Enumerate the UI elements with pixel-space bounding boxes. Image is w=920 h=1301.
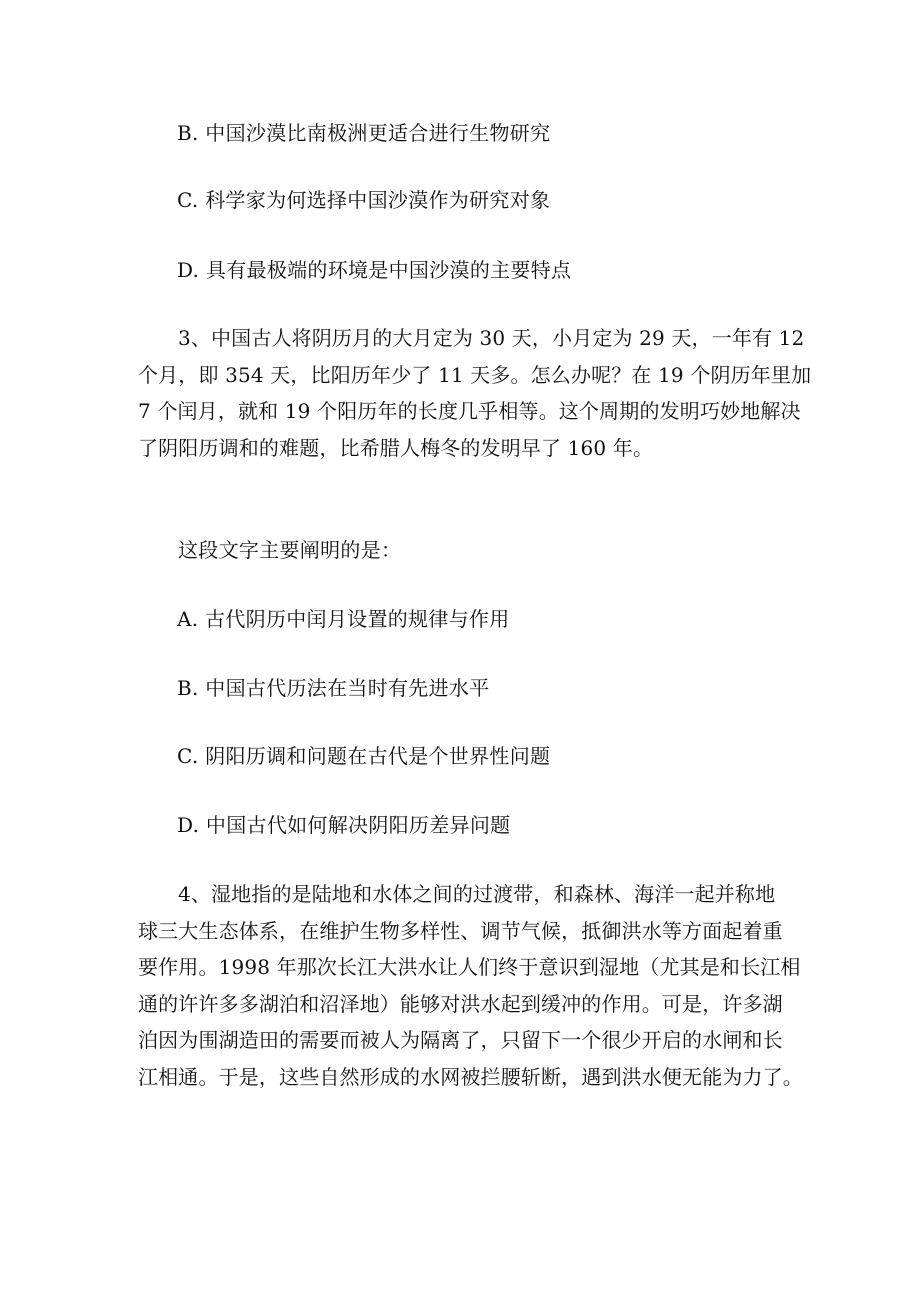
q3-option-b: B. 中国古代历法在当时有先进水平 [177, 676, 490, 700]
q4-line: 要作用。1998 年那次长江大洪水让人们终于意识到湿地（尤其是和长江相 [138, 955, 801, 979]
q4-line: 泊因为围湖造田的需要而被人为隔离了，只留下一个很少开启的水闸和长 [138, 1028, 783, 1052]
q3-line: 3、中国古人将阴历月的大月定为 30 天，小月定为 29 天，一年有 12 [178, 326, 805, 350]
q4-question-text [138, 876, 803, 1095]
q4-line: 通的许许多多湖泊和沼泽地）能够对洪水起到缓冲的作用。可是，许多湖 [138, 991, 783, 1016]
q2-option-b: B. 中国沙漠比南极洲更适合进行生物研究 [177, 121, 551, 145]
q2-option-c: C. 科学家为何选择中国沙漠作为研究对象 [177, 188, 551, 212]
q2-option-d: D. 具有最极端的环境是中国沙漠的主要特点 [177, 258, 572, 282]
q3-question-text [138, 320, 812, 466]
q3-line: 7 个闰月，就和 19 个阳历年的长度几乎相等。这个周期的发明巧妙地解决 [138, 399, 801, 423]
q3-prompt: 这段文字主要阐明的是： [178, 538, 402, 562]
q3-line: 个月，即 354 天，比阳历年少了 11 天多。怎么办呢？在 19 个阴历年里加 [138, 362, 812, 387]
q3-option-a: A. 古代阴历中闰月设置的规律与作用 [177, 607, 510, 631]
q4-line: 江相通。于是，这些自然形成的水网被拦腰斩断，遇到洪水便无能为力了。 [138, 1064, 803, 1089]
q4-line: 球三大生态体系，在维护生物多样性、调节气候，抵御洪水等方面起着重 [138, 918, 783, 943]
q4-line: 4、湿地指的是陆地和水体之间的过渡带，和森林、海洋一起并称地 [178, 882, 776, 906]
q3-option-c: C. 阴阳历调和问题在古代是个世界性问题 [177, 744, 551, 768]
q3-line: 了阴阳历调和的难题，比希腊人梅冬的发明早了 160 年。 [138, 435, 654, 460]
q3-option-d: D. 中国古代如何解决阴阳历差异问题 [177, 813, 511, 837]
